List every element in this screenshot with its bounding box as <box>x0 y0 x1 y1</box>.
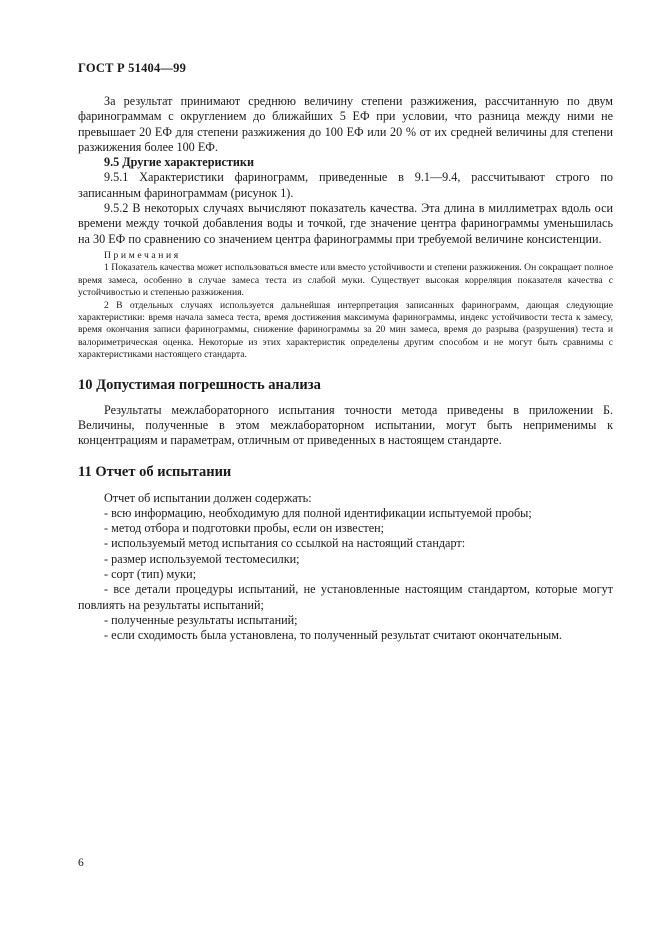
list-item: - метод отбора и подготовки пробы, если он известен; <box>104 521 385 536</box>
list-item: - всю информацию, необходимую для полной идентификации испытуемой пробы; <box>104 505 532 520</box>
document-code: ГОСТ Р 51404—99 <box>78 61 187 75</box>
note-1: 1 Показатель качества может использоваться вместе или вместо устойчивости и степени разжижения. Он сокращает полное время замеса, особенно в случае замеса теста из слабой муки. Существует высокая корреляция показателя качества с устойчивостью и степенью разжижения. <box>78 262 613 299</box>
list-item: - используемый метод испытания со ссылкой на настоящий стандарт: <box>104 536 466 551</box>
subsection-title-9-5: 9.5 Другие характеристики <box>104 155 254 170</box>
section-title-11: 11 Отчет об испытании <box>78 463 232 480</box>
section-title-10: 10 Допустимая погрешность анализа <box>78 376 321 393</box>
list-item: - все детали процедуры испытаний, не установленные настоящим стандартом, которые могут повлиять на результаты испытаний; <box>78 582 613 612</box>
paragraph-result: За результат принимают среднюю величину степени разжижения, рассчитанную по двум фаринограммам с округлением до ближайших 5 ЕФ при условии, что разница между ними не превышает 20 ЕФ для степени разжижения до 100 ЕФ или 20 % от их средней величины для степени разжижения более 100 ЕФ. <box>78 94 613 154</box>
notes-title: Примечания <box>104 249 181 261</box>
page-number: 6 <box>78 857 84 869</box>
list-item: - размер используемой тестомесилки; <box>104 551 300 566</box>
paragraph-9-5-1: 9.5.1 Характеристики фаринограмм, приведенные в 9.1—9.4, рассчитывают строго по записанным фаринограммам (рисунок 1). <box>78 170 613 200</box>
paragraph-9-5-2: 9.5.2 В некоторых случаях вычисляют показатель качества. Эта длина в миллиметрах вдоль оси времени между точкой добавления воды и точкой, где значение центра фаринограммы уменьшилась на 30 ЕФ по сравнению со значением центра фаринограммы при требуемой величине консистенции. <box>78 201 613 246</box>
list-item: - полученные результаты испытаний; <box>104 612 298 627</box>
paragraph-10: Результаты межлабораторного испытания точности метода приведены в приложении Б. Величины, полученные в этом межлабораторном испытании, могут быть неприменимы к концентрациям и параметрам, отличным от приведенных в настоящем стандарте. <box>78 402 613 448</box>
list-item: - сорт (тип) муки; <box>104 567 197 581</box>
paragraph-11-intro: Отчет об испытании должен содержать: <box>104 490 312 505</box>
note-2: 2 В отдельных случаях используется дальнейшая интерпретация записанных фаринограмм, дающая следующие характеристики: время начала замеса теста, время достижения максимума фаринограммы, индекс устойчивости теста к замесу, время окончания записи фаринограммы, снижение фаринограммы за 20 мин замеса, время до разрыва (разрушения) теста и валориметрическая оценка. Некоторые из этих характеристик определены другим способом и не могут быть сравнимы с характеристиками настоящего стандарта. <box>78 299 613 361</box>
page-content <box>78 94 613 643</box>
list-item: - если сходимость была установлена, то полученный результат считают окончательным. <box>104 628 562 643</box>
